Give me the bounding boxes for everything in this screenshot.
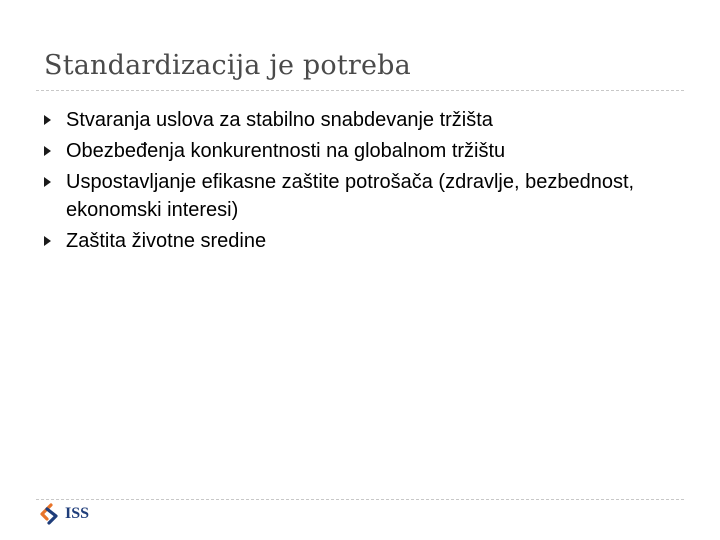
bullet-item [44, 168, 684, 224]
triangle-right-icon [44, 177, 51, 187]
triangle-right-icon [44, 236, 51, 246]
triangle-right-icon [44, 115, 51, 125]
iss-logo-icon [38, 503, 60, 525]
triangle-right-icon [44, 146, 51, 156]
slide-title: Standardizacija je potreba [44, 50, 411, 81]
footer-logo [38, 503, 89, 525]
bullet-item [44, 106, 684, 134]
title-divider [36, 90, 684, 91]
bullet-text: Obezbeđenja konkurentnosti na globalnom tržištu [66, 140, 506, 162]
logo-text: ISS [65, 505, 90, 522]
footer-divider [36, 499, 684, 500]
bullet-item [44, 227, 684, 255]
bullet-item [44, 137, 684, 165]
bullet-text: Zaštita životne sredine [66, 230, 267, 252]
bullet-text: Uspostavljanje efikasne zaštite potrošača (zdravlje, bezbednost, ekonomski interesi) [66, 171, 635, 221]
bullet-text: Stvaranja uslova za stabilno snabdevanje tržišta [66, 109, 493, 131]
bullet-list [44, 106, 684, 258]
